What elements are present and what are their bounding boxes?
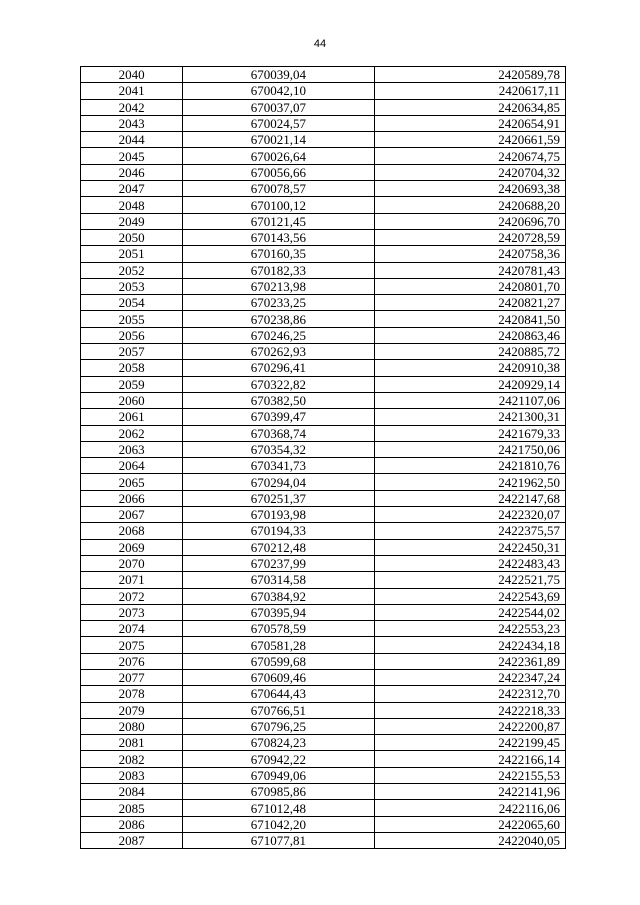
- point-number-cell: 2068: [81, 523, 183, 539]
- point-number-cell: 2051: [81, 246, 183, 262]
- point-number-cell: 2086: [81, 816, 183, 832]
- coordinates-table-body: [81, 67, 566, 849]
- point-number-cell: 2040: [81, 67, 183, 83]
- y-coordinate-cell: 2420696,70: [374, 213, 565, 229]
- table-row: [81, 800, 566, 816]
- table-row: [81, 409, 566, 425]
- point-number-cell: 2070: [81, 555, 183, 571]
- y-coordinate-cell: 2422199,45: [374, 735, 565, 751]
- point-number-cell: 2053: [81, 278, 183, 294]
- x-coordinate-cell: 670160,35: [183, 246, 374, 262]
- point-number-cell: 2071: [81, 572, 183, 588]
- point-number-cell: 2066: [81, 490, 183, 506]
- x-coordinate-cell: 670294,04: [183, 474, 374, 490]
- point-number-cell: 2061: [81, 409, 183, 425]
- point-number-cell: 2041: [81, 83, 183, 99]
- x-coordinate-cell: 670368,74: [183, 425, 374, 441]
- x-coordinate-cell: 670599,68: [183, 653, 374, 669]
- x-coordinate-cell: 670314,58: [183, 572, 374, 588]
- point-number-cell: 2074: [81, 621, 183, 637]
- point-number-cell: 2047: [81, 181, 183, 197]
- x-coordinate-cell: 670942,22: [183, 751, 374, 767]
- x-coordinate-cell: 670042,10: [183, 83, 374, 99]
- point-number-cell: 2073: [81, 604, 183, 620]
- y-coordinate-cell: 2422200,87: [374, 718, 565, 734]
- y-coordinate-cell: 2422483,43: [374, 555, 565, 571]
- y-coordinate-cell: 2420781,43: [374, 262, 565, 278]
- point-number-cell: 2078: [81, 686, 183, 702]
- table-row: [81, 115, 566, 131]
- table-row: [81, 832, 566, 848]
- y-coordinate-cell: 2420801,70: [374, 278, 565, 294]
- x-coordinate-cell: 670238,86: [183, 311, 374, 327]
- y-coordinate-cell: 2422434,18: [374, 637, 565, 653]
- table-row: [81, 278, 566, 294]
- point-number-cell: 2042: [81, 99, 183, 115]
- point-number-cell: 2065: [81, 474, 183, 490]
- y-coordinate-cell: 2420929,14: [374, 376, 565, 392]
- y-coordinate-cell: 2422166,14: [374, 751, 565, 767]
- point-number-cell: 2079: [81, 702, 183, 718]
- table-row: [81, 392, 566, 408]
- point-number-cell: 2060: [81, 392, 183, 408]
- x-coordinate-cell: 670233,25: [183, 295, 374, 311]
- y-coordinate-cell: 2420910,38: [374, 360, 565, 376]
- x-coordinate-cell: 670322,82: [183, 376, 374, 392]
- table-row: [81, 539, 566, 555]
- y-coordinate-cell: 2422521,75: [374, 572, 565, 588]
- table-row: [81, 164, 566, 180]
- table-row: [81, 653, 566, 669]
- point-number-cell: 2082: [81, 751, 183, 767]
- y-coordinate-cell: 2420841,50: [374, 311, 565, 327]
- y-coordinate-cell: 2420634,85: [374, 99, 565, 115]
- x-coordinate-cell: 671042,20: [183, 816, 374, 832]
- table-row: [81, 132, 566, 148]
- point-number-cell: 2083: [81, 767, 183, 783]
- x-coordinate-cell: 670213,98: [183, 278, 374, 294]
- table-row: [81, 327, 566, 343]
- point-number-cell: 2043: [81, 115, 183, 131]
- point-number-cell: 2075: [81, 637, 183, 653]
- x-coordinate-cell: 670021,14: [183, 132, 374, 148]
- table-row: [81, 588, 566, 604]
- y-coordinate-cell: 2420674,75: [374, 148, 565, 164]
- point-number-cell: 2080: [81, 718, 183, 734]
- y-coordinate-cell: 2420617,11: [374, 83, 565, 99]
- table-row: [81, 262, 566, 278]
- x-coordinate-cell: 670100,12: [183, 197, 374, 213]
- table-row: [81, 83, 566, 99]
- y-coordinate-cell: 2420863,46: [374, 327, 565, 343]
- y-coordinate-cell: 2422312,70: [374, 686, 565, 702]
- x-coordinate-cell: 670056,66: [183, 164, 374, 180]
- x-coordinate-cell: 671012,48: [183, 800, 374, 816]
- x-coordinate-cell: 670382,50: [183, 392, 374, 408]
- x-coordinate-cell: 670644,43: [183, 686, 374, 702]
- table-row: [81, 767, 566, 783]
- x-coordinate-cell: 670143,56: [183, 229, 374, 245]
- point-number-cell: 2055: [81, 311, 183, 327]
- x-coordinate-cell: 670824,23: [183, 735, 374, 751]
- y-coordinate-cell: 2422553,23: [374, 621, 565, 637]
- point-number-cell: 2048: [81, 197, 183, 213]
- table-row: [81, 425, 566, 441]
- point-number-cell: 2059: [81, 376, 183, 392]
- y-coordinate-cell: 2420693,38: [374, 181, 565, 197]
- y-coordinate-cell: 2420688,20: [374, 197, 565, 213]
- x-coordinate-cell: 670949,06: [183, 767, 374, 783]
- x-coordinate-cell: 670384,92: [183, 588, 374, 604]
- point-number-cell: 2063: [81, 441, 183, 457]
- table-row: [81, 246, 566, 262]
- x-coordinate-cell: 670121,45: [183, 213, 374, 229]
- point-number-cell: 2067: [81, 507, 183, 523]
- x-coordinate-cell: 670212,48: [183, 539, 374, 555]
- x-coordinate-cell: 670078,57: [183, 181, 374, 197]
- y-coordinate-cell: 2421679,33: [374, 425, 565, 441]
- y-coordinate-cell: 2420704,32: [374, 164, 565, 180]
- x-coordinate-cell: 670039,04: [183, 67, 374, 83]
- point-number-cell: 2072: [81, 588, 183, 604]
- y-coordinate-cell: 2421750,06: [374, 441, 565, 457]
- table-row: [81, 344, 566, 360]
- table-row: [81, 148, 566, 164]
- table-row: [81, 360, 566, 376]
- y-coordinate-cell: 2422450,31: [374, 539, 565, 555]
- y-coordinate-cell: 2422155,53: [374, 767, 565, 783]
- x-coordinate-cell: 670194,33: [183, 523, 374, 539]
- y-coordinate-cell: 2420654,91: [374, 115, 565, 131]
- x-coordinate-cell: 670985,86: [183, 784, 374, 800]
- table-row: [81, 490, 566, 506]
- y-coordinate-cell: 2422361,89: [374, 653, 565, 669]
- x-coordinate-cell: 670237,99: [183, 555, 374, 571]
- y-coordinate-cell: 2421810,76: [374, 458, 565, 474]
- y-coordinate-cell: 2422543,69: [374, 588, 565, 604]
- y-coordinate-cell: 2420728,59: [374, 229, 565, 245]
- y-coordinate-cell: 2422375,57: [374, 523, 565, 539]
- x-coordinate-cell: 670024,57: [183, 115, 374, 131]
- x-coordinate-cell: 670246,25: [183, 327, 374, 343]
- table-row: [81, 507, 566, 523]
- table-row: [81, 67, 566, 83]
- table-row: [81, 637, 566, 653]
- x-coordinate-cell: 670354,32: [183, 441, 374, 457]
- page-number: 44: [313, 38, 327, 50]
- point-number-cell: 2084: [81, 784, 183, 800]
- y-coordinate-cell: 2420821,27: [374, 295, 565, 311]
- y-coordinate-cell: 2422116,06: [374, 800, 565, 816]
- table-row: [81, 229, 566, 245]
- table-row: [81, 376, 566, 392]
- y-coordinate-cell: 2421962,50: [374, 474, 565, 490]
- y-coordinate-cell: 2421300,31: [374, 409, 565, 425]
- table-row: [81, 718, 566, 734]
- x-coordinate-cell: 670399,47: [183, 409, 374, 425]
- point-number-cell: 2050: [81, 229, 183, 245]
- x-coordinate-cell: 670037,07: [183, 99, 374, 115]
- table-row: [81, 572, 566, 588]
- point-number-cell: 2049: [81, 213, 183, 229]
- table-row: [81, 523, 566, 539]
- table-row: [81, 702, 566, 718]
- y-coordinate-cell: 2420758,36: [374, 246, 565, 262]
- y-coordinate-cell: 2422141,96: [374, 784, 565, 800]
- table-row: [81, 295, 566, 311]
- y-coordinate-cell: 2422040,05: [374, 832, 565, 848]
- point-number-cell: 2077: [81, 669, 183, 685]
- x-coordinate-cell: 670251,37: [183, 490, 374, 506]
- x-coordinate-cell: 670766,51: [183, 702, 374, 718]
- x-coordinate-cell: 670296,41: [183, 360, 374, 376]
- y-coordinate-cell: 2420589,78: [374, 67, 565, 83]
- x-coordinate-cell: 670182,33: [183, 262, 374, 278]
- y-coordinate-cell: 2422320,07: [374, 507, 565, 523]
- point-number-cell: 2046: [81, 164, 183, 180]
- x-coordinate-cell: 670341,73: [183, 458, 374, 474]
- point-number-cell: 2045: [81, 148, 183, 164]
- point-number-cell: 2054: [81, 295, 183, 311]
- y-coordinate-cell: 2422065,60: [374, 816, 565, 832]
- x-coordinate-cell: 671077,81: [183, 832, 374, 848]
- point-number-cell: 2058: [81, 360, 183, 376]
- table-row: [81, 735, 566, 751]
- table-row: [81, 784, 566, 800]
- coordinates-table: [80, 66, 566, 849]
- table-row: [81, 621, 566, 637]
- x-coordinate-cell: 670581,28: [183, 637, 374, 653]
- x-coordinate-cell: 670395,94: [183, 604, 374, 620]
- point-number-cell: 2069: [81, 539, 183, 555]
- point-number-cell: 2087: [81, 832, 183, 848]
- table-row: [81, 213, 566, 229]
- table-row: [81, 816, 566, 832]
- y-coordinate-cell: 2422544,02: [374, 604, 565, 620]
- point-number-cell: 2044: [81, 132, 183, 148]
- point-number-cell: 2085: [81, 800, 183, 816]
- point-number-cell: 2056: [81, 327, 183, 343]
- x-coordinate-cell: 670796,25: [183, 718, 374, 734]
- point-number-cell: 2057: [81, 344, 183, 360]
- table-row: [81, 197, 566, 213]
- point-number-cell: 2076: [81, 653, 183, 669]
- table-row: [81, 555, 566, 571]
- table-row: [81, 181, 566, 197]
- y-coordinate-cell: 2420661,59: [374, 132, 565, 148]
- table-row: [81, 441, 566, 457]
- point-number-cell: 2081: [81, 735, 183, 751]
- y-coordinate-cell: 2422147,68: [374, 490, 565, 506]
- table-row: [81, 474, 566, 490]
- y-coordinate-cell: 2422347,24: [374, 669, 565, 685]
- y-coordinate-cell: 2421107,06: [374, 392, 565, 408]
- y-coordinate-cell: 2420885,72: [374, 344, 565, 360]
- x-coordinate-cell: 670193,98: [183, 507, 374, 523]
- point-number-cell: 2052: [81, 262, 183, 278]
- table-row: [81, 686, 566, 702]
- table-row: [81, 458, 566, 474]
- table-row: [81, 604, 566, 620]
- point-number-cell: 2064: [81, 458, 183, 474]
- table-row: [81, 669, 566, 685]
- point-number-cell: 2062: [81, 425, 183, 441]
- x-coordinate-cell: 670262,93: [183, 344, 374, 360]
- table-row: [81, 311, 566, 327]
- x-coordinate-cell: 670578,59: [183, 621, 374, 637]
- x-coordinate-cell: 670609,46: [183, 669, 374, 685]
- x-coordinate-cell: 670026,64: [183, 148, 374, 164]
- table-row: [81, 99, 566, 115]
- table-row: [81, 751, 566, 767]
- y-coordinate-cell: 2422218,33: [374, 702, 565, 718]
